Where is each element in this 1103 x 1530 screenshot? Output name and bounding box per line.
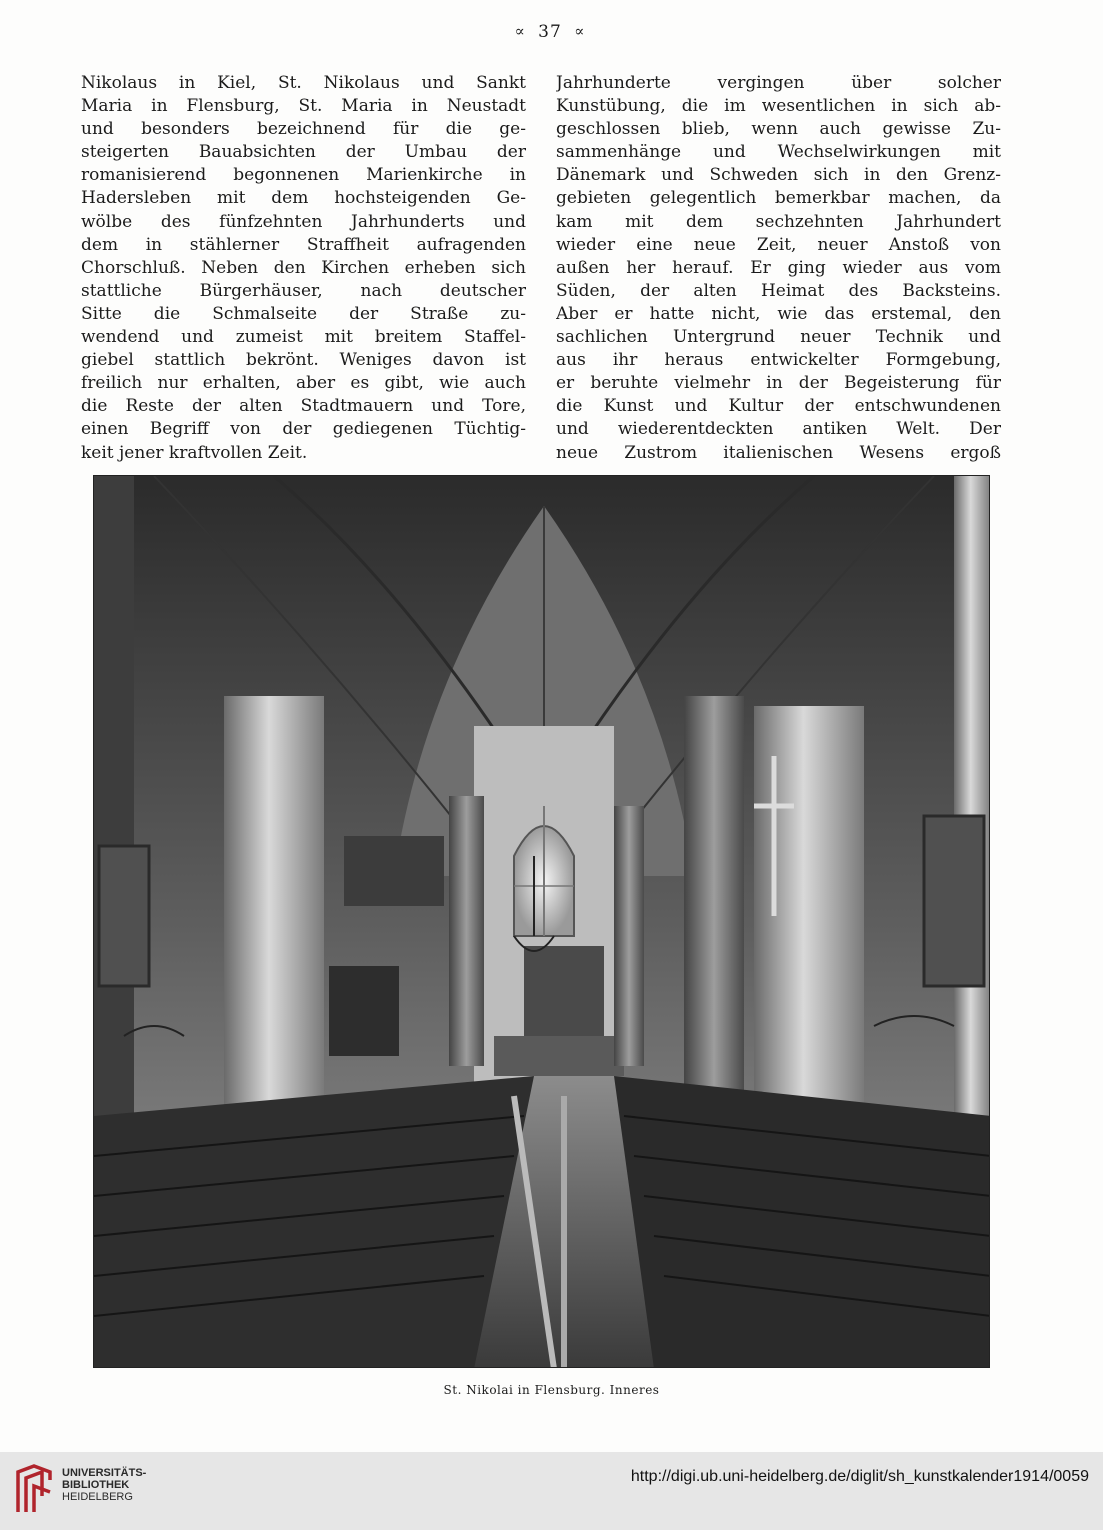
text-line: neue Zustrom italienischen Wesens ergoß [556,442,1001,463]
text-line: Jahrhunderte vergingen über solcher [556,73,1001,93]
permalink-url[interactable]: http://digi.ub.uni-heidelberg.de/diglit/sh_kunstkalender1914/0059 [630,1468,1089,1485]
text-line: Hadersleben mit dem hochsteigenden Ge- [81,188,526,209]
photo-caption: St. Nikolai in Flensburg. Inneres [443,1383,660,1397]
church-interior-photo [93,475,990,1368]
text-line: Maria in Flensburg, St. Maria in Neustadt [81,96,526,117]
text-line: giebel stattlich bekrönt. Weniges davon ist [81,350,526,371]
text-line: freilich nur erhalten, aber es gibt, wie auch [81,373,526,394]
library-name-line: UNIVERSITÄTS- [62,1467,147,1479]
page-number: 37 [538,22,562,42]
text-line: Süden, der alten Heimat des Backsteins. [556,280,1001,301]
text-line: sammenhänge und Wechselwirkungen mit [556,142,1001,163]
text-line: wieder eine neue Zeit, neuer Anstoß von [556,234,1001,255]
ornament-right-icon: ∝ [574,22,586,40]
text-line: einen Begriff von der gediegenen Tüchtig- [81,419,526,440]
text-line: kam mit dem sechzehnten Jahrhundert [556,211,1001,232]
text-line: geschlossen blieb, wenn auch gewisse Zu- [556,119,1001,140]
text-line: Aber er hatte nicht, wie das erstemal, den [556,303,1001,324]
text-line: romanisierend begonnenen Marienkirche in [81,165,526,186]
text-line: wölbe des fünfzehnten Jahrhunderts und [81,211,526,232]
text-line: er beruhte vielmehr in der Begeisterung für [556,373,1001,394]
text-line: Kunstübung, die im wesentlichen in sich ab- [556,96,1001,117]
library-logo-icon[interactable] [12,1462,56,1518]
digitization-footer [0,1452,1103,1530]
text-line: gebieten gelegentlich bemerkbar machen, da [556,188,1001,209]
text-line: die Reste der alten Stadtmauern und Tore, [81,396,526,417]
text-line: steigerten Bauabsichten der Umbau der [81,142,526,163]
library-name-line: BIBLIOTHEK [62,1479,130,1491]
text-line: dem in stählerner Straffheit aufragenden [81,234,526,255]
text-line: aus ihr heraus entwickelter Formgebung, [556,350,1001,371]
text-line: Chorschluß. Neben den Kirchen erheben sich [81,257,526,278]
left-text-column [81,72,526,465]
text-line: Nikolaus in Kiel, St. Nikolaus und Sankt [81,73,526,93]
library-name [62,1467,146,1503]
page-header [490,22,610,42]
text-line: stattliche Bürgerhäuser, nach deutscher [81,280,526,301]
text-line: sachlichen Untergrund neuer Technik und [556,327,1001,348]
text-line: außen her herauf. Er ging wieder aus vom [556,257,1001,278]
text-line: und wiederentdeckten antiken Welt. Der [556,419,1001,440]
right-text-column [556,72,1001,465]
text-line: wendend und zumeist mit breitem Staffel- [81,327,526,348]
text-line: Dänemark und Schweden sich in den Grenz- [556,165,1001,186]
text-line: die Kunst und Kultur der entschwundenen [556,396,1001,417]
library-name-line: HEIDELBERG [62,1491,133,1503]
ornament-left-icon: ∝ [514,22,526,40]
text-line: keit jener kraftvollen Zeit. [81,442,308,463]
text-line: Sitte die Schmalseite der Straße zu- [81,303,526,324]
text-line: und besonders bezeichnend für die ge- [81,119,526,140]
